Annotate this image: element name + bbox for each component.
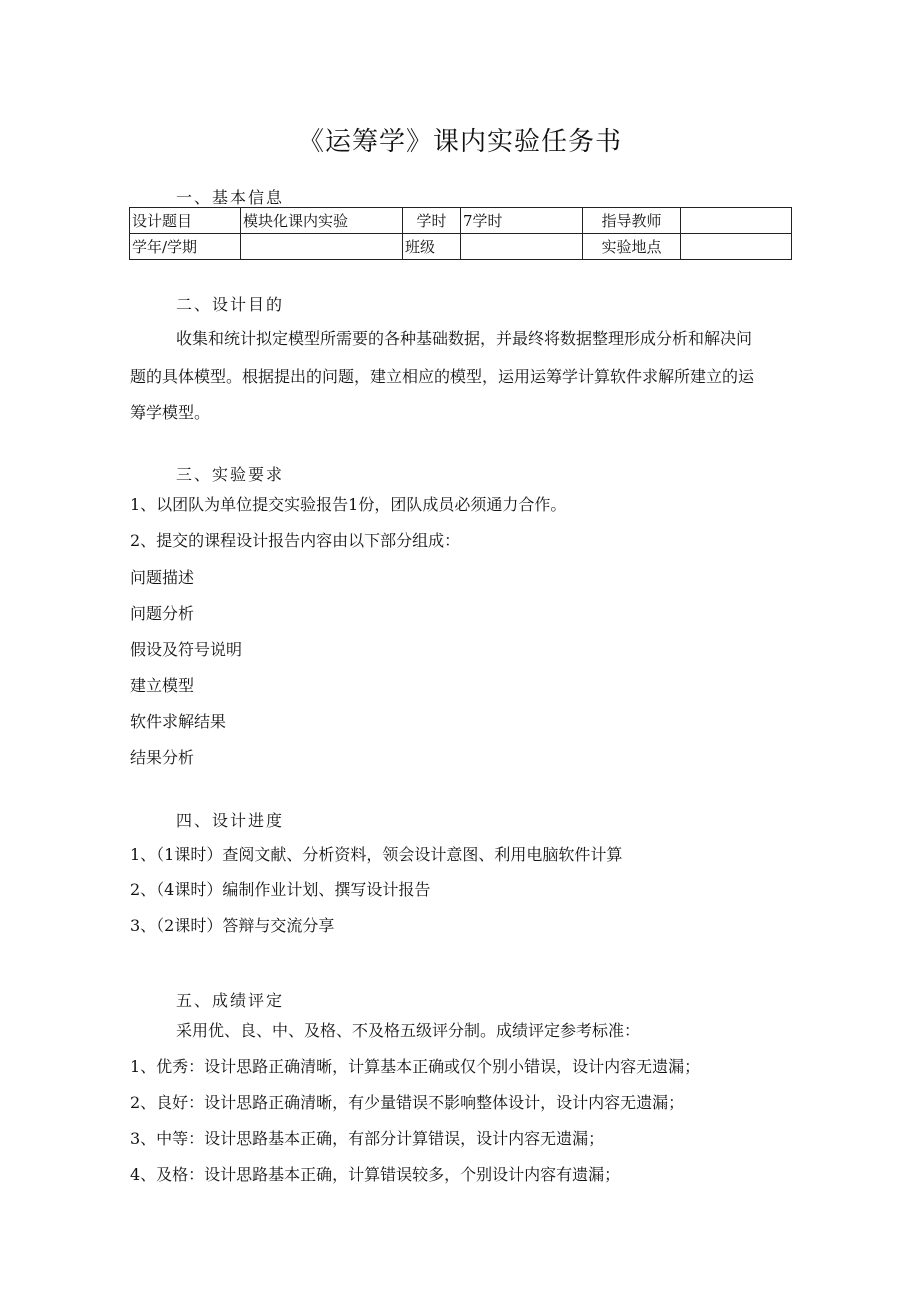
section-heading-requirements: 三、实验要求 xyxy=(176,465,285,484)
report-part: 问题分析 xyxy=(130,604,195,623)
basic-info-table xyxy=(129,207,792,260)
grading-criterion: 4、及格：设计思路基本正确，计算错误较多，个别设计内容有遗漏； xyxy=(130,1165,621,1184)
label-instructor: 指导教师 xyxy=(583,208,681,234)
page-title: 《运筹学》课内实验任务书 xyxy=(297,127,622,157)
grading-intro: 采用优、良、中、及格、不及格五级评分制。成绩评定参考标准： xyxy=(176,1021,641,1040)
table-row xyxy=(130,208,792,234)
report-part: 问题描述 xyxy=(130,568,195,587)
section-heading-design-purpose: 二、设计目的 xyxy=(176,295,285,314)
schedule-item: 2、（4课时）编制作业计划、撰写设计报告 xyxy=(130,880,431,899)
value-hours: 7学时 xyxy=(461,208,583,234)
requirement-2: 2、提交的课程设计报告内容由以下部分组成： xyxy=(130,531,461,550)
label-year-semester: 学年/学期 xyxy=(130,234,241,260)
section-heading-basic-info: 一、基本信息 xyxy=(176,188,285,207)
value-class xyxy=(461,234,583,260)
label-class: 班级 xyxy=(403,234,461,260)
grading-criterion: 3、中等：设计思路基本正确，有部分计算错误，设计内容无遗漏； xyxy=(130,1129,605,1148)
requirement-1: 1、以团队为单位提交实验报告1份，团队成员必须通力合作。 xyxy=(130,495,567,514)
table-row xyxy=(130,234,792,260)
report-part: 建立模型 xyxy=(130,676,195,695)
schedule-item: 1、（1课时）查阅文献、分析资料，领会设计意图、利用电脑软件计算 xyxy=(130,845,623,864)
report-part: 假设及符号说明 xyxy=(130,640,243,659)
section-heading-schedule: 四、设计进度 xyxy=(176,811,285,830)
value-year-semester xyxy=(241,234,403,260)
report-part: 软件求解结果 xyxy=(130,712,227,731)
purpose-line-3: 筹学模型。 xyxy=(130,403,211,422)
report-part: 结果分析 xyxy=(130,748,195,767)
section-heading-grading: 五、成绩评定 xyxy=(176,991,285,1010)
value-lab-location xyxy=(681,234,792,260)
grading-criterion: 1、优秀：设计思路正确清晰，计算基本正确或仅个别小错误，设计内容无遗漏； xyxy=(130,1057,701,1076)
label-lab-location: 实验地点 xyxy=(583,234,681,260)
grading-criterion: 2、良好：设计思路正确清晰，有少量错误不影响整体设计，设计内容无遗漏； xyxy=(130,1093,685,1112)
schedule-item: 3、（2课时）答辩与交流分享 xyxy=(130,916,335,935)
value-design-topic: 模块化课内实验 xyxy=(241,208,403,234)
purpose-line-2: 题的具体模型。根据提出的问题，建立相应的模型，运用运筹学计算软件求解所建立的运 xyxy=(130,367,755,386)
purpose-line-1: 收集和统计拟定模型所需要的各种基础数据，并最终将数据整理形成分析和解决问 xyxy=(176,329,753,348)
label-hours: 学时 xyxy=(403,208,461,234)
label-design-topic: 设计题目 xyxy=(130,208,241,234)
value-instructor xyxy=(681,208,792,234)
